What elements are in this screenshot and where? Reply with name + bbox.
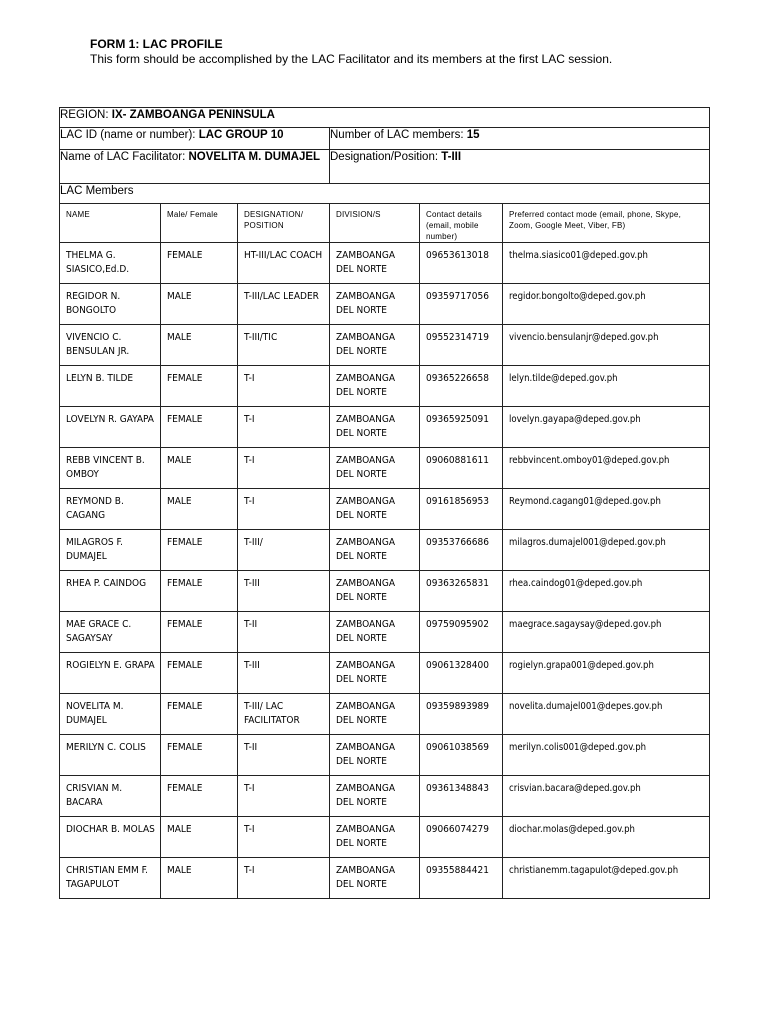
form-instructions: This form should be accomplished by the LAC Facilitator and its members at the first LAC session. bbox=[90, 52, 613, 66]
member-contact-mode: rebbvincent.omboy01@deped.gov.ph bbox=[503, 448, 710, 489]
member-name: VIVENCIO C. BENSULAN JR. bbox=[60, 325, 161, 366]
member-division: ZAMBOANGA DEL NORTE bbox=[330, 817, 420, 858]
member-designation: T-I bbox=[238, 489, 330, 530]
table-row bbox=[60, 366, 710, 407]
member-designation: T-I bbox=[238, 448, 330, 489]
member-contact: 09353766686 bbox=[420, 530, 503, 571]
member-designation: T-III/ bbox=[238, 530, 330, 571]
lac-id-label: LAC ID (name or number): bbox=[60, 129, 196, 141]
member-division: ZAMBOANGA DEL NORTE bbox=[330, 366, 420, 407]
table-row bbox=[60, 858, 710, 899]
members-count-cell bbox=[330, 128, 710, 150]
member-contact-mode: lelyn.tilde@deped.gov.ph bbox=[503, 366, 710, 407]
table-row bbox=[60, 243, 710, 284]
member-contact-mode: diochar.molas@deped.gov.ph bbox=[503, 817, 710, 858]
form-title: FORM 1: LAC PROFILE bbox=[90, 37, 223, 51]
member-contact: 09365226658 bbox=[420, 366, 503, 407]
table-row bbox=[60, 653, 710, 694]
member-name: RHEA P. CAINDOG bbox=[60, 571, 161, 612]
member-designation: T-III/ LAC FACILITATOR bbox=[238, 694, 330, 735]
member-contact-mode: maegrace.sagaysay@deped.gov.ph bbox=[503, 612, 710, 653]
member-name: DIOCHAR B. MOLAS bbox=[60, 817, 161, 858]
member-division: ZAMBOANGA DEL NORTE bbox=[330, 858, 420, 899]
member-name: THELMA G. SIASICO,Ed.D. bbox=[60, 243, 161, 284]
col-header-designation: DESIGNATION/ POSITION bbox=[238, 204, 330, 243]
member-division: ZAMBOANGA DEL NORTE bbox=[330, 407, 420, 448]
member-designation: HT-III/LAC COACH bbox=[238, 243, 330, 284]
lac-id-value: LAC GROUP 10 bbox=[198, 129, 284, 141]
member-contact: 09161856953 bbox=[420, 489, 503, 530]
member-name: REBB VINCENT B. OMBOY bbox=[60, 448, 161, 489]
member-division: ZAMBOANGA DEL NORTE bbox=[330, 694, 420, 735]
member-division: ZAMBOANGA DEL NORTE bbox=[330, 571, 420, 612]
member-designation: T-II bbox=[238, 735, 330, 776]
members-count-value: 15 bbox=[466, 129, 480, 141]
member-designation: T-I bbox=[238, 858, 330, 899]
lac-id-row bbox=[60, 128, 710, 150]
member-contact-mode: novelita.dumajel001@depes.gov.ph bbox=[503, 694, 710, 735]
table-row bbox=[60, 817, 710, 858]
member-division: ZAMBOANGA DEL NORTE bbox=[330, 530, 420, 571]
facilitator-value: NOVELITA M. DUMAJEL bbox=[188, 151, 321, 163]
member-sex: FEMALE bbox=[161, 653, 238, 694]
member-sex: MALE bbox=[161, 858, 238, 899]
member-designation: T-I bbox=[238, 817, 330, 858]
member-name: LELYN B. TILDE bbox=[60, 366, 161, 407]
table-row bbox=[60, 325, 710, 366]
region-label: REGION: bbox=[60, 109, 109, 121]
member-contact: 09653613018 bbox=[420, 243, 503, 284]
member-contact-mode: milagros.dumajel001@deped.gov.ph bbox=[503, 530, 710, 571]
member-sex: MALE bbox=[161, 817, 238, 858]
members-heading: LAC Members bbox=[60, 184, 710, 204]
member-contact-mode: rhea.caindog01@deped.gov.ph bbox=[503, 571, 710, 612]
lac-profile-table bbox=[59, 107, 710, 899]
member-name: MILAGROS F. DUMAJEL bbox=[60, 530, 161, 571]
form-header bbox=[90, 37, 650, 67]
member-name: NOVELITA M. DUMAJEL bbox=[60, 694, 161, 735]
member-sex: FEMALE bbox=[161, 243, 238, 284]
member-contact: 09359893989 bbox=[420, 694, 503, 735]
member-contact-mode: merilyn.colis001@deped.gov.ph bbox=[503, 735, 710, 776]
member-contact: 09361348843 bbox=[420, 776, 503, 817]
member-division: ZAMBOANGA DEL NORTE bbox=[330, 325, 420, 366]
member-name: CRISVIAN M. BACARA bbox=[60, 776, 161, 817]
table-row bbox=[60, 448, 710, 489]
table-row bbox=[60, 735, 710, 776]
designation-label: Designation/Position: bbox=[330, 151, 439, 163]
facilitator-row bbox=[60, 150, 710, 184]
table-row bbox=[60, 284, 710, 325]
member-sex: FEMALE bbox=[161, 776, 238, 817]
member-designation: T-III bbox=[238, 653, 330, 694]
member-division: ZAMBOANGA DEL NORTE bbox=[330, 489, 420, 530]
member-designation: T-III/TIC bbox=[238, 325, 330, 366]
member-contact-mode: lovelyn.gayapa@deped.gov.ph bbox=[503, 407, 710, 448]
column-header-row bbox=[60, 204, 710, 243]
member-division: ZAMBOANGA DEL NORTE bbox=[330, 243, 420, 284]
member-name: REYMOND B. CAGANG bbox=[60, 489, 161, 530]
member-sex: FEMALE bbox=[161, 571, 238, 612]
member-sex: FEMALE bbox=[161, 694, 238, 735]
member-contact-mode: Reymond.cagang01@deped.gov.ph bbox=[503, 489, 710, 530]
member-contact-mode: regidor.bongolto@deped.gov.ph bbox=[503, 284, 710, 325]
designation-cell bbox=[330, 150, 710, 184]
member-name: MAE GRACE C. SAGAYSAY bbox=[60, 612, 161, 653]
lac-id-cell bbox=[60, 128, 330, 150]
member-contact-mode: thelma.siasico01@deped.gov.ph bbox=[503, 243, 710, 284]
member-division: ZAMBOANGA DEL NORTE bbox=[330, 284, 420, 325]
member-sex: FEMALE bbox=[161, 366, 238, 407]
member-contact: 09552314719 bbox=[420, 325, 503, 366]
facilitator-label: Name of LAC Facilitator: bbox=[60, 151, 186, 163]
member-sex: MALE bbox=[161, 448, 238, 489]
member-contact: 09363265831 bbox=[420, 571, 503, 612]
table-row bbox=[60, 489, 710, 530]
table-row bbox=[60, 407, 710, 448]
member-contact: 09359717056 bbox=[420, 284, 503, 325]
member-division: ZAMBOANGA DEL NORTE bbox=[330, 776, 420, 817]
member-contact-mode: rogielyn.grapa001@deped.gov.ph bbox=[503, 653, 710, 694]
member-sex: MALE bbox=[161, 489, 238, 530]
facilitator-cell bbox=[60, 150, 330, 184]
col-header-division: DIVISION/S bbox=[330, 204, 420, 243]
table-row bbox=[60, 694, 710, 735]
member-sex: FEMALE bbox=[161, 530, 238, 571]
member-designation: T-III/LAC LEADER bbox=[238, 284, 330, 325]
designation-value: T-III bbox=[441, 151, 462, 163]
member-division: ZAMBOANGA DEL NORTE bbox=[330, 735, 420, 776]
member-division: ZAMBOANGA DEL NORTE bbox=[330, 448, 420, 489]
member-sex: FEMALE bbox=[161, 612, 238, 653]
member-contact-mode: vivencio.bensulanjr@deped.gov.ph bbox=[503, 325, 710, 366]
member-contact-mode: christianemm.tagapulot@deped.gov.ph bbox=[503, 858, 710, 899]
member-name: CHRISTIAN EMM F. TAGAPULOT bbox=[60, 858, 161, 899]
member-designation: T-I bbox=[238, 366, 330, 407]
member-contact: 09365925091 bbox=[420, 407, 503, 448]
table-row bbox=[60, 776, 710, 817]
region-cell bbox=[60, 108, 710, 128]
member-name: ROGIELYN E. GRAPA bbox=[60, 653, 161, 694]
member-division: ZAMBOANGA DEL NORTE bbox=[330, 653, 420, 694]
col-header-name: NAME bbox=[60, 204, 161, 243]
member-contact: 09355884421 bbox=[420, 858, 503, 899]
member-designation: T-III bbox=[238, 571, 330, 612]
table-row bbox=[60, 571, 710, 612]
member-designation: T-II bbox=[238, 612, 330, 653]
member-name: REGIDOR N. BONGOLTO bbox=[60, 284, 161, 325]
member-contact: 09061038569 bbox=[420, 735, 503, 776]
member-sex: FEMALE bbox=[161, 735, 238, 776]
member-contact: 09061328400 bbox=[420, 653, 503, 694]
member-contact: 09066074279 bbox=[420, 817, 503, 858]
members-count-label: Number of LAC members: bbox=[330, 129, 464, 141]
member-sex: MALE bbox=[161, 284, 238, 325]
member-contact-mode: crisvian.bacara@deped.gov.ph bbox=[503, 776, 710, 817]
col-header-sex: Male/ Female bbox=[161, 204, 238, 243]
member-designation: T-I bbox=[238, 407, 330, 448]
member-contact: 09060881611 bbox=[420, 448, 503, 489]
member-division: ZAMBOANGA DEL NORTE bbox=[330, 612, 420, 653]
members-heading-row bbox=[60, 184, 710, 204]
region-value: IX- ZAMBOANGA PENINSULA bbox=[111, 109, 275, 121]
col-header-contact: Contact details (email, mobile number) bbox=[420, 204, 503, 243]
member-designation: T-I bbox=[238, 776, 330, 817]
member-name: MERILYN C. COLIS bbox=[60, 735, 161, 776]
member-sex: FEMALE bbox=[161, 407, 238, 448]
member-name: LOVELYN R. GAYAPA bbox=[60, 407, 161, 448]
table-row bbox=[60, 530, 710, 571]
member-contact: 09759095902 bbox=[420, 612, 503, 653]
member-sex: MALE bbox=[161, 325, 238, 366]
region-row bbox=[60, 108, 710, 128]
table-row bbox=[60, 612, 710, 653]
col-header-mode: Preferred contact mode (email, phone, Skype, Zoom, Google Meet, Viber, FB) bbox=[503, 204, 710, 243]
